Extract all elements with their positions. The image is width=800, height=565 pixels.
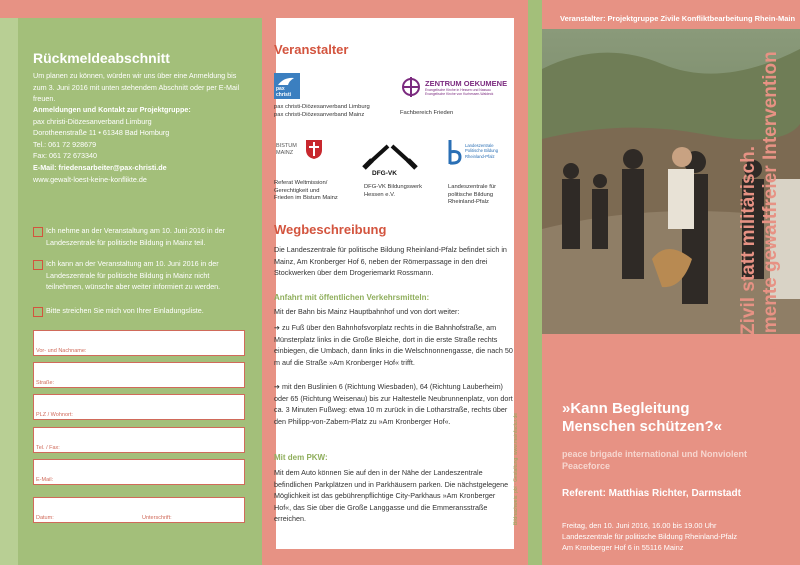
option-not-attend-checkbox[interactable] — [33, 260, 43, 270]
contact-tel: Tel.: 061 72 928679 — [33, 139, 97, 149]
main-title-line1: Zivil statt militärisch. — [738, 146, 759, 335]
oekumene-cross-icon — [400, 76, 422, 98]
signature-field-label: Unterschrift: — [142, 515, 172, 521]
contact-street: Dorotheenstraße 11 • 61348 Bad Homburg — [33, 128, 170, 138]
response-intro: Um planen zu können, würden wir uns über eine Anmeldung bis zum 3. Juni 2016 mit unten stehendem Abschnitt oder per E-Mail freuen. — [33, 71, 240, 104]
name-field-label: Vor- und Nachname: — [36, 348, 87, 354]
lpb-b-icon — [448, 138, 462, 166]
mid-bottom-band — [262, 549, 528, 565]
left-panel — [0, 0, 262, 565]
main-title-line2: Instrumente gewaltfreier Intervention — [760, 51, 781, 386]
city-field-label: PLZ / Wohnort: — [36, 412, 73, 418]
car-text: Mit dem Auto können Sie auf den in der Nähe der Landeszentrale befindlichen Parkplätzen und in Parkhäusern parken. Die nächstgelegene Möglichkeit ist das gebührenpflichtige City-Parkhaus »Am Kronberger Hof«, das Sie über die Große Langgasse und die Emmeransstraße erreichen. — [274, 468, 509, 524]
contact-fax: Fax: 061 72 673340 — [33, 151, 97, 161]
contact-heading: Anmeldungen und Kontakt zur Projektgruppe: — [33, 105, 191, 114]
public-transport-intro: Mit der Bahn bis Mainz Hauptbahnhof und von dort weiter: — [274, 307, 460, 316]
oekumene-sub: Evangelische Kirche in Hessen und Nassau Evangelische Kirche von Kurhessen-Waldeck — [425, 88, 494, 97]
city-field[interactable] — [33, 394, 245, 420]
bistum-name: BISTUM MAINZ — [276, 143, 297, 156]
tel-field-label: Tel. / Fax: — [36, 445, 60, 451]
event-subtitle: peace brigade international und Nonviolent Peaceforce — [562, 449, 748, 471]
public-transport-heading: Anfahrt mit öffentlichen Verkehrsmitteln: — [274, 293, 430, 302]
street-field-label: Straße: — [36, 380, 55, 386]
date-field-label: Datum: — [36, 515, 54, 521]
contact-email[interactable]: E-Mail: friedensarbeiter@pax-christi.de — [33, 163, 167, 172]
left-top-band — [0, 0, 262, 18]
speaker: Referent: Matthias Richter, Darmstadt — [562, 488, 741, 499]
contact-org: pax christi-Diözesanverband Limburg — [33, 116, 152, 126]
street-field[interactable] — [33, 362, 245, 388]
response-title: Rückmeldeabschnitt — [33, 50, 170, 66]
oekumene-caption: Fachbereich Frieden — [400, 110, 454, 116]
paxchristi-caption: pax christi-Diözesanverband Limburg pax christi-Diözesanverband Mainz — [274, 104, 370, 118]
bistum-shield-icon — [304, 138, 324, 160]
oekumene-name: ZENTRUM OEKUMENE — [425, 79, 508, 88]
option-unsubscribe-checkbox[interactable] — [33, 307, 43, 317]
organizer-title: Veranstalter — [274, 42, 349, 57]
contact-web[interactable]: www.gewalt-loest-keine-konflikte.de — [33, 174, 147, 184]
name-field[interactable] — [33, 330, 245, 356]
public-transport-bus: ➔ mit den Buslinien 6 (Richtung Wiesbaden), 64 (Richtung Lauberheim) oder 65 (Richtung Weisenau) bis zur Haltestelle Neubrunnenplatz, von dort ca. 3 Minuten Fußweg: etwa 10 m zurück in die Lotharstraße, rechts über den Philipp-von-Zabern-Platz zu »Am Kronberger Hof«. — [274, 382, 513, 426]
email-field[interactable] — [33, 459, 245, 485]
event-question: »Kann Begleitung Menschen schützen?« — [562, 400, 723, 435]
dfg-caption: DFG-VK Bildungswerk Hessen e.V. — [364, 184, 422, 198]
lpb-name: Landeszentrale Politische Bildung Rheinland-Pfalz — [465, 143, 499, 159]
route-intro: Die Landeszentrale für politische Bildung Rheinland-Pfalz befindet sich in Mainz, Am Kronberger Hof 6, neben der Römerpassage in den drei Stockwerken über dem Drogeriemarkt Rossmann. — [274, 245, 507, 278]
credits: Bildnachweis: pbi · Gestaltung: www.mainfactur.de — [513, 413, 519, 525]
paxchristi-logo-text: pax christi — [276, 86, 292, 98]
option-not-attend-label: Ich kann an der Veranstaltung am 10. Juni 2016 in der Landeszentrale für politische Bildung in Mainz nicht teilnehmen, wünsche aber weiter informiert zu werden. — [46, 259, 221, 292]
mid-top-band — [262, 0, 528, 18]
tel-field[interactable] — [33, 427, 245, 453]
paxchristi-logo — [274, 73, 300, 99]
lpb-caption: Landeszentrale für politische Bildung Rheinland-Pfalz — [448, 184, 497, 206]
organizer-line: Veranstalter: Projektgruppe Zivile Konfliktbearbeitung Rhein-Main — [560, 14, 796, 23]
option-unsubscribe-label: Bitte streichen Sie mich von Ihrer Einladungsliste. — [46, 306, 204, 315]
email-field-label: E-Mail: — [36, 477, 54, 483]
right-green-strip — [528, 0, 542, 565]
event-venue: Landeszentrale für politische Bildung Rheinland-Pfalz — [562, 532, 738, 541]
route-title: Wegbeschreibung — [274, 222, 387, 237]
event-date: Freitag, den 10. Juni 2016, 16.00 bis 19.00 Uhr — [562, 521, 717, 530]
public-transport-foot: ➔ zu Fuß über den Bahnhofsvorplatz rechts in die Bahnhofstraße, am Münsterplatz links in die Große Bleiche, dort in die erste Straße rechts einbiegen, die Umbach, dann links in die Welschnonnengasse, die nach 50 m auf die Straße »Am Kronberger Hof« trifft. — [274, 323, 513, 367]
broken-rifle-icon — [362, 140, 418, 172]
dfg-name: DFG-VK — [372, 170, 397, 177]
date-signature-field[interactable] — [33, 497, 245, 523]
left-stripe — [0, 0, 18, 565]
car-heading: Mit dem PKW: — [274, 453, 328, 462]
option-attend-checkbox[interactable] — [33, 227, 43, 237]
event-address: Am Kronberger Hof 6 in 55116 Mainz — [562, 543, 684, 552]
option-attend-label: Ich nehme an der Veranstaltung am 10. Juni 2016 in der Landeszentrale für politische Bildung in Mainz teil. — [46, 226, 226, 247]
bistum-caption: Referat Weltmission/ Gerechtigkeit und Frieden im Bistum Mainz — [274, 180, 338, 202]
